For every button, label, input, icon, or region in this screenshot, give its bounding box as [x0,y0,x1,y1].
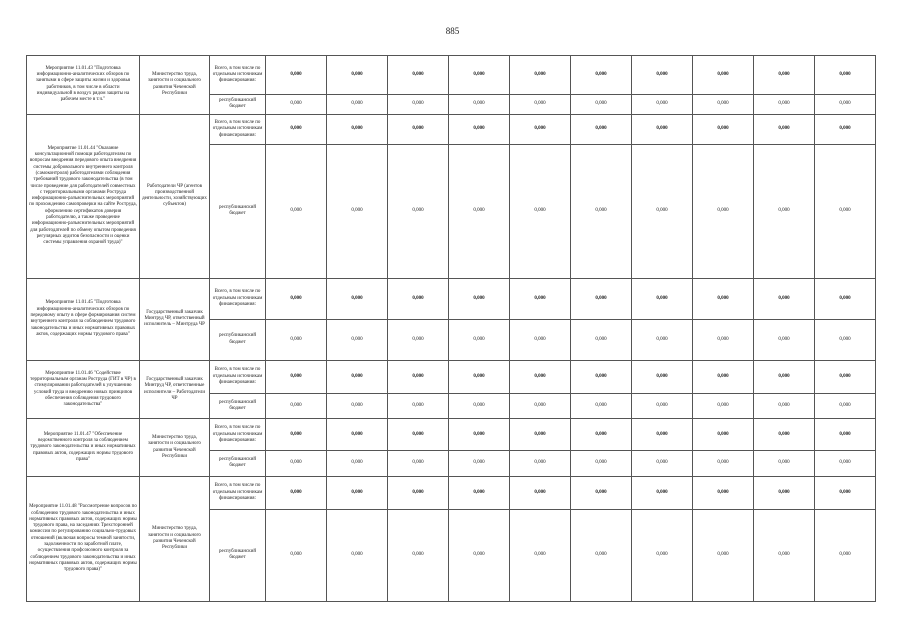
funding-value: 0,000 [388,114,449,145]
table-row [27,476,876,509]
event-description: Мероприятие 11.01.44 "Оказание консультационной помощи работодателям по вопросам внедрения передового опыта внедрения системы добровольного внутреннего контроля (самоконтроля) работодателями соблюдения требований трудового законодательства (в том числе проведение для работодателей совместных с территориальными органами Роструда информационно-разъяснительных мероприятий по прохождению самопроверки на сайте Роструда, оформлению сертификатов доверия работодателю, а также проведение информационно-разъяснительных мероприятий для работодателей по обмену опытом проведения регулярных аудитов безопасности и оценки системы управления охраной труда)" [27,114,140,278]
funding-value: 0,000 [510,114,571,145]
funding-value: 0,000 [327,56,388,95]
funding-value: 0,000 [754,278,815,319]
funding-value: 0,000 [693,476,754,509]
event-executor: Государственный заказчик Минтруд ЧР, ответственные исполнители – Работодатели ЧР [140,360,210,418]
funding-value: 0,000 [449,360,510,393]
funding-value: 0,000 [510,451,571,477]
event-description: Мероприятие 11.01.46 "Содействие территориальным органам Роструда (ГИТ в ЧР) в стимулировании работодателей к улучшению условий труда и внедрению новых принципов обеспечения соблюдения трудового законодательства" [27,360,140,418]
funding-value: 0,000 [266,393,327,419]
funding-value: 0,000 [327,278,388,319]
funding-value: 0,000 [327,145,388,278]
funding-value: 0,000 [632,319,693,360]
funding-value: 0,000 [388,419,449,451]
funding-source: Всего, в том числе по отдельным источникам финансирования: [210,360,266,393]
funding-value: 0,000 [388,476,449,509]
funding-value: 0,000 [449,419,510,451]
funding-value: 0,000 [510,319,571,360]
funding-value: 0,000 [510,56,571,95]
funding-value: 0,000 [266,509,327,601]
funding-value: 0,000 [632,278,693,319]
funding-value: 0,000 [693,319,754,360]
event-executor: Министерство труда, занятости и социального развития Чеченской Республики [140,476,210,601]
funding-value: 0,000 [327,419,388,451]
funding-value: 0,000 [510,476,571,509]
funding-value: 0,000 [449,451,510,477]
funding-value: 0,000 [388,451,449,477]
funding-value: 0,000 [815,114,876,145]
funding-source: республиканский бюджет [210,95,266,115]
funding-value: 0,000 [693,56,754,95]
funding-value: 0,000 [327,95,388,115]
event-description: Мероприятие 11.01.43 "Подготовка информационно-аналитических обзоров по занятыми в сфере защиты жизни и здоровья работников, в том числе в области индивидуальной в воздух рядом защиты на рабочем месте в т.ч." [27,56,140,115]
funding-value: 0,000 [266,278,327,319]
funding-value: 0,000 [754,145,815,278]
funding-value: 0,000 [449,145,510,278]
funding-value: 0,000 [754,95,815,115]
funding-value: 0,000 [388,360,449,393]
funding-value: 0,000 [632,476,693,509]
funding-value: 0,000 [754,360,815,393]
funding-value: 0,000 [754,476,815,509]
funding-value: 0,000 [571,509,632,601]
funding-value: 0,000 [571,419,632,451]
funding-value: 0,000 [510,95,571,115]
funding-value: 0,000 [632,114,693,145]
funding-value: 0,000 [632,360,693,393]
funding-value: 0,000 [693,451,754,477]
funding-value: 0,000 [754,509,815,601]
event-executor: Работодатели ЧР (агентов производственной деятельности, хозяйствующих субъектов) [140,114,210,278]
funding-value: 0,000 [510,278,571,319]
funding-value: 0,000 [571,319,632,360]
table-row [27,360,876,393]
funding-table [26,55,876,602]
funding-value: 0,000 [815,476,876,509]
table-row [27,56,876,95]
funding-source: Всего, в том числе по отдельным источникам финансирования: [210,419,266,451]
funding-source: республиканский бюджет [210,319,266,360]
funding-value: 0,000 [266,95,327,115]
funding-value: 0,000 [388,319,449,360]
funding-value: 0,000 [266,360,327,393]
funding-value: 0,000 [815,56,876,95]
funding-value: 0,000 [815,145,876,278]
funding-value: 0,000 [266,319,327,360]
funding-value: 0,000 [388,56,449,95]
funding-value: 0,000 [815,393,876,419]
funding-source: республиканский бюджет [210,145,266,278]
funding-value: 0,000 [632,451,693,477]
funding-value: 0,000 [815,360,876,393]
funding-value: 0,000 [449,278,510,319]
funding-value: 0,000 [449,476,510,509]
funding-value: 0,000 [632,419,693,451]
funding-value: 0,000 [754,56,815,95]
event-executor: Государственный заказчик Минтруд ЧР, ответственный исполнитель – Минтруда ЧР [140,278,210,360]
funding-value: 0,000 [693,393,754,419]
funding-value: 0,000 [266,114,327,145]
funding-value: 0,000 [510,509,571,601]
funding-value: 0,000 [327,114,388,145]
funding-value: 0,000 [693,419,754,451]
funding-value: 0,000 [815,95,876,115]
funding-value: 0,000 [327,451,388,477]
event-executor: Министерство труда, занятости и социального развития Чеченской Республики [140,56,210,115]
funding-value: 0,000 [754,451,815,477]
funding-value: 0,000 [449,319,510,360]
funding-value: 0,000 [815,319,876,360]
funding-value: 0,000 [266,145,327,278]
funding-value: 0,000 [815,509,876,601]
funding-value: 0,000 [571,114,632,145]
funding-value: 0,000 [815,419,876,451]
funding-value: 0,000 [266,476,327,509]
funding-value: 0,000 [693,114,754,145]
funding-source: республиканский бюджет [210,393,266,419]
funding-value: 0,000 [693,95,754,115]
funding-value: 0,000 [449,509,510,601]
table-row [27,278,876,319]
funding-value: 0,000 [266,451,327,477]
funding-source: республиканский бюджет [210,509,266,601]
funding-value: 0,000 [327,393,388,419]
funding-value: 0,000 [693,360,754,393]
event-description: Мероприятие 11.01.47 "Обеспечение ведомственного контроля за соблюдением трудового законодательства и иных нормативных правовых актов, содержащих нормы трудового права" [27,419,140,476]
funding-value: 0,000 [693,278,754,319]
event-description: Мероприятие 11.01.45 "Подготовка информационно-аналитических обзоров по передовому опыту в сфере формирования систем внутреннего контроля за соблюдением трудового законодательства и иных нормативных правовых актов, содержащих нормы трудового права" [27,278,140,360]
funding-value: 0,000 [449,393,510,419]
funding-value: 0,000 [388,145,449,278]
funding-value: 0,000 [266,56,327,95]
funding-value: 0,000 [571,278,632,319]
funding-value: 0,000 [693,145,754,278]
funding-value: 0,000 [754,319,815,360]
funding-value: 0,000 [571,95,632,115]
funding-value: 0,000 [571,393,632,419]
funding-value: 0,000 [327,319,388,360]
funding-value: 0,000 [327,509,388,601]
funding-value: 0,000 [693,509,754,601]
funding-value: 0,000 [632,393,693,419]
funding-value: 0,000 [449,114,510,145]
funding-value: 0,000 [510,393,571,419]
funding-value: 0,000 [754,419,815,451]
funding-value: 0,000 [510,145,571,278]
funding-value: 0,000 [632,145,693,278]
funding-value: 0,000 [571,451,632,477]
funding-value: 0,000 [327,360,388,393]
funding-value: 0,000 [388,95,449,115]
funding-source: республиканский бюджет [210,451,266,477]
funding-value: 0,000 [754,393,815,419]
funding-value: 0,000 [388,509,449,601]
funding-value: 0,000 [754,114,815,145]
funding-value: 0,000 [388,393,449,419]
funding-value: 0,000 [815,451,876,477]
funding-value: 0,000 [632,509,693,601]
funding-value: 0,000 [571,145,632,278]
funding-value: 0,000 [327,476,388,509]
funding-source: Всего, в том числе по отдельным источникам финансирования: [210,278,266,319]
funding-value: 0,000 [449,56,510,95]
funding-value: 0,000 [266,419,327,451]
funding-value: 0,000 [449,95,510,115]
table-row [27,419,876,451]
funding-source: Всего, в том числе по отдельным источникам финансирования: [210,476,266,509]
page-number: 885 [445,26,460,36]
funding-value: 0,000 [510,360,571,393]
funding-value: 0,000 [571,56,632,95]
funding-value: 0,000 [815,278,876,319]
funding-value: 0,000 [388,278,449,319]
funding-value: 0,000 [632,56,693,95]
table-row [27,114,876,145]
funding-value: 0,000 [571,360,632,393]
funding-value: 0,000 [510,419,571,451]
funding-value: 0,000 [571,476,632,509]
event-executor: Министерство труда, занятости и социального развития Чеченской Республики [140,419,210,476]
event-description: Мероприятие 11.01.48 "Рассмотрение вопросов по соблюдению трудового законодательства и иных нормативных правовых актов, содержащих нормы трудового права, на заседаниях Трехсторонней комиссии по регулированию социально-трудовых отношений (включая вопросы темной занятости, задолженности по заработной плате, осуществления профсоюзного контроля за соблюдением трудового законодательства и иных нормативных правовых актов, содержащих нормы трудового права)" [27,476,140,601]
funding-value: 0,000 [632,95,693,115]
funding-source: Всего, в том числе по отдельным источникам финансирования: [210,56,266,95]
funding-source: Всего, в том числе по отдельным источникам финансирования: [210,114,266,145]
